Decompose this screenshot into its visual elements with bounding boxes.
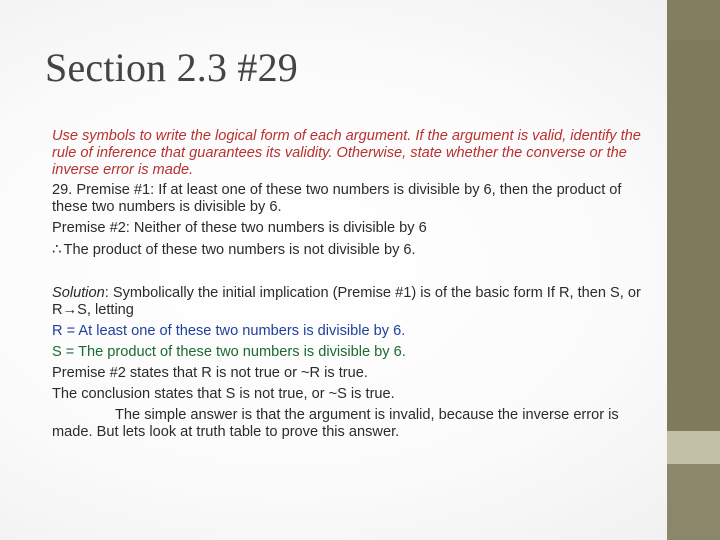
- conclusion-text: The product of these two numbers is not divisible by 6.: [63, 242, 416, 258]
- solution-label: Solution: [52, 285, 105, 301]
- slide-title: Section 2.3 #29: [45, 45, 298, 90]
- premise-1: 29. Premise #1: If at least one of these two numbers is divisible by 6, then the product of these two numbers is divisible by 6.: [52, 182, 622, 215]
- conclusion-line: [52, 241, 642, 259]
- side-bar-band-light: [667, 431, 720, 464]
- answer-text: The simple answer is that the argument is invalid, because the inverse error is made. But lets look at truth table to prove this answer.: [52, 407, 619, 440]
- solution-paragraph: [52, 285, 642, 319]
- solution-text: : Symbolically the initial implication (Premise #1) is of the basic form If R, then S, or R→S, letting: [52, 285, 641, 318]
- side-accent-bar: [667, 0, 720, 540]
- premise-2: Premise #2: Neither of these two numbers is divisible by 6: [52, 220, 427, 236]
- side-bar-band-top: [667, 0, 720, 40]
- side-bar-band-bottom: [667, 464, 720, 540]
- conclusion-statement: The conclusion states that S is not true, or ~S is true.: [52, 386, 395, 402]
- premise-2-statement: Premise #2 states that R is not true or ~R is true.: [52, 365, 368, 381]
- r-definition: R = At least one of these two numbers is divisible by 6.: [52, 323, 406, 339]
- therefore-symbol: ∴: [52, 241, 61, 258]
- spacer: [52, 263, 642, 285]
- answer-paragraph: [52, 407, 642, 441]
- s-definition: S = The product of these two numbers is divisible by 6.: [52, 344, 406, 360]
- instructions-text: Use symbols to write the logical form of each argument. If the argument is valid, identify the rule of inference that guarantees its validity. Otherwise, state whether the converse or the inverse error is made.: [52, 128, 641, 178]
- slide-body: [52, 128, 642, 445]
